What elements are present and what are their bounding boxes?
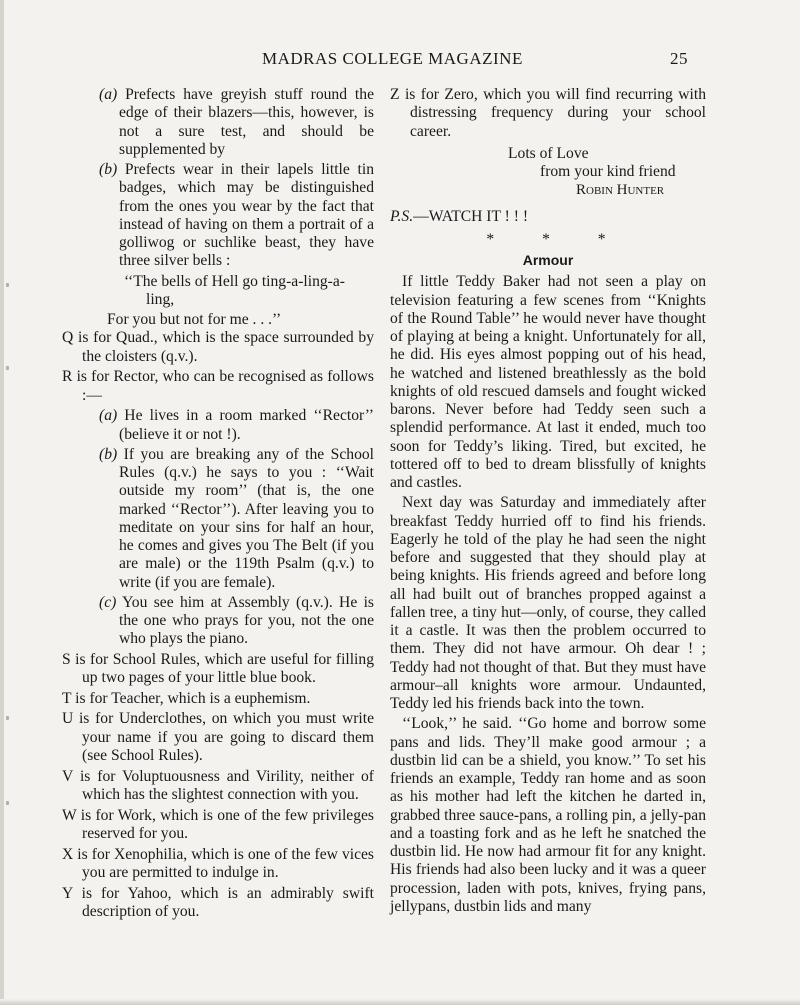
ps-text: —WATCH IT ! ! ! [413,207,529,225]
binding-mark [6,801,9,805]
story-paragraph: Next day was Saturday and immediately after breakfast Teddy hurried off to find his friends. Eagerly he told of the play he had seen the night before and suggested that they should play at being knights. His friends agreed and before long all had built out of branches propped against a fallen tree, a tiny hut—only, of course, they called it a castle. It was then the problem occurred to them. They did not have armour. Oh dear ! ; Teddy had not thought of that. But they must have armour–all knights wore armour. Undaunted, Teddy led his friends back into the town. [390,494,706,712]
glossary-entry: U is for Underclothes, on which you must write your name if you are going to discard them (see School Rules). [62,710,374,764]
magazine-title: MADRAS COLLEGE MAGAZINE [262,49,523,68]
glossary-entry: W is for Work, which is one of the few privileges reserved for you. [62,806,374,842]
item-label: (a) [99,86,118,103]
glossary-entry: Z is for Zero, which you will find recurring with distressing frequency during your school career. [390,86,706,140]
rector-item [62,594,374,649]
glossary-entry: X is for Xenophilia, which is one of the few vices you are permitted to indulge in. [62,845,374,881]
item-label: (b) [99,161,118,178]
item-text: Prefects have greyish stuff round the edge of their blazers—this, however, is not a sure test, and should be supplemented by [117,86,374,158]
glossary-entry: Y is for Yahoo, which is an admirably swift description of you. [62,884,374,920]
quote-line: For you but not for me . . .’’ [107,311,282,328]
binding-mark [6,716,9,720]
scan-edge [0,999,800,1005]
item-label: (b) [99,445,118,463]
left-column [62,86,374,924]
prefect-item [62,161,374,271]
item-label: (c) [99,593,117,611]
story-title: Armour [522,252,574,268]
signature-block [390,145,706,200]
item-text: You see him at Assembly (q.v.). He is the one who prays for you, not the one who plays the piano. [116,593,374,648]
postscript [390,208,706,226]
ps-label: P.S. [390,207,414,225]
scan-edge [0,0,4,1005]
quote-line: ‘‘The bells of Hell go ting-a-ling-a- [124,272,345,290]
story-paragraph: ‘‘Look,’’ he said. ‘‘Go home and borrow some pans and lids. They’ll make good armour ; a dustbin lid can be a shield, you know.’’ To set his friends an example, Teddy ran home and as soon as his mother had left the kitchen he darted in, grabbed three sauce-pans, a rolling pin, a jelly-pan and a toasting fork and as he left he snatched the dustbin lid. He now had armour fit for any knight. His friends had also been lucky and it was a queer procession, laden with pots, knives, frying pans, jellypans, dustbin lids and many [390,715,706,915]
author-name: Robin Hunter [576,182,665,199]
item-text: Prefects wear in their lapels little tin badges, which may be distinguished from the ones you wear by the fact that instead of having on them a portrait of a golliwog or suchlike beast, they have three silver bells : [117,161,374,270]
page-number: 25 [670,49,688,68]
item-text: If you are breaking any of the School Rules (q.v.) he says to you : ‘‘Wait outside my room’’ (that is, the one marked ‘‘Rector’’). After leaving you to meditate on your sins for half an hour, he comes and gives you The Belt (if you are male) or the 119th Psalm (q.v.) to write (if you are female). [117,445,374,591]
right-column [390,86,706,918]
section-divider: * * * [486,230,628,248]
glossary-entry: S is for School Rules, which are useful for filling up two pages of your little blue book. [62,650,374,686]
item-text: He lives in a room marked ‘‘Rector’’ (believe it or not !). [117,407,374,443]
glossary-entry: T is for Teacher, which is a euphemism. [62,689,311,707]
binding-mark [6,283,9,287]
story-paragraph: If little Teddy Baker had not seen a play on television featuring a few scenes from ‘‘Knights of the Round Table’’ he would never have thought of playing at being a knight. Unfortunately for all, he did. His eyes almost popping out of his head, he watched and listened breathlessly as the bold knights of old rescued damsels and fought wicked barons. Never before had Teddy seen such a splendid performance. At last it ended, much too soon for Teddy’s liking. Tired, but excited, he tottered off to bed to dream blissfully of knights and castles. [390,273,706,491]
glossary-entry: R is for Rector, who can be recognised as follows :— [62,368,374,404]
bells-quote [62,273,374,330]
prefect-item [62,86,374,159]
binding-mark [6,366,9,370]
glossary-entry: Q is for Quad., which is the space surrounded by the cloisters (q.v.). [62,329,374,365]
sign-line: from your kind friend [540,163,676,180]
quote-line: ling, [146,290,175,308]
sign-line: Lots of Love [508,144,589,162]
item-label: (a) [99,407,118,425]
glossary-entry: V is for Voluptuousness and Virility, neither of which has the slightest connection with you. [62,767,374,803]
rector-item [62,446,374,592]
rector-item [62,407,374,444]
